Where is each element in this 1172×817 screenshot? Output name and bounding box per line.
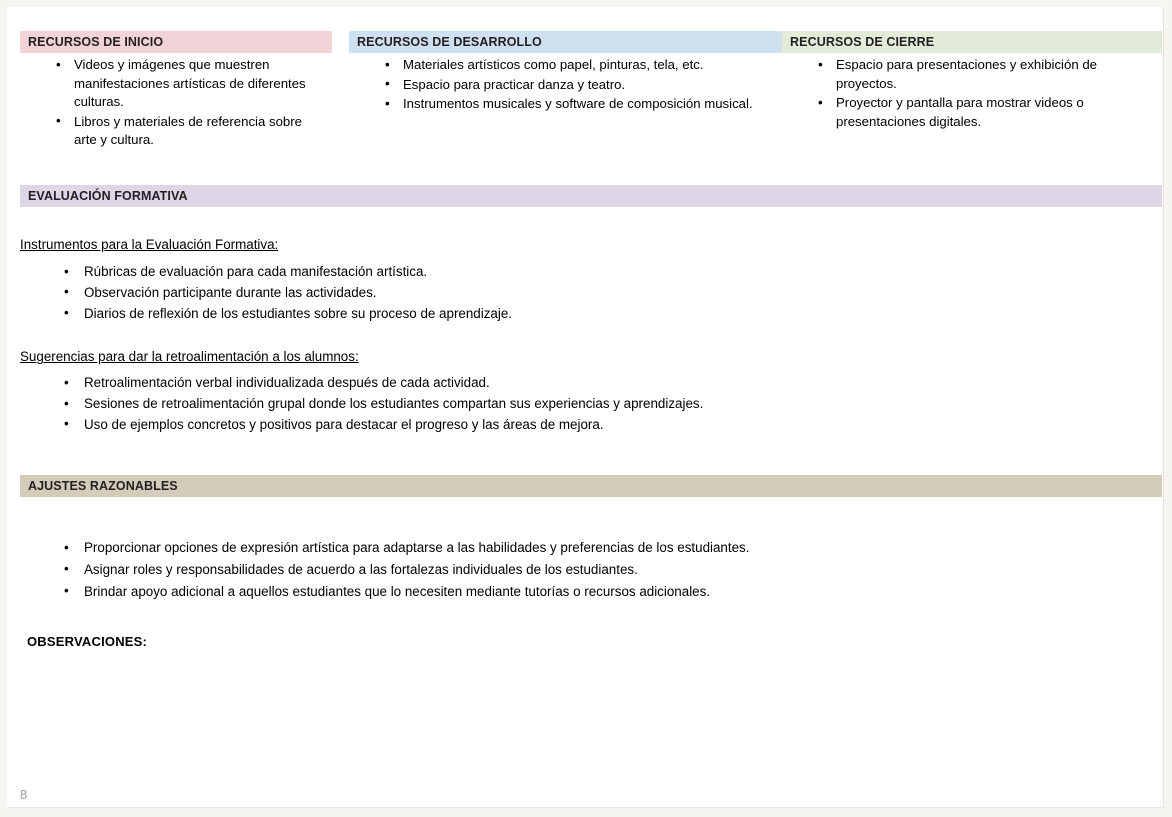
evaluacion-formativa-header: EVALUACIÓN FORMATIVA <box>20 185 1162 207</box>
list-item: • Espacio para practicar danza y teatro. <box>349 76 776 95</box>
resources-cierre-list <box>782 56 1162 131</box>
evaluacion-formativa-section <box>20 235 1150 436</box>
resources-desarrollo-list <box>349 56 782 114</box>
list-item: • Rúbricas de evaluación para cada manifestación artística. <box>20 262 1144 283</box>
list-item: • Materiales artísticos como papel, pinturas, tela, etc. <box>349 56 776 75</box>
observaciones-label: OBSERVACIONES: <box>27 634 148 649</box>
list-item: • Retroalimentación verbal individualizada después de cada actividad. <box>20 373 1144 394</box>
list-item: • Espacio para presentaciones y exhibición de proyectos. <box>782 56 1156 93</box>
page-number: 8 <box>20 787 28 802</box>
resources-column-desarrollo <box>349 31 782 151</box>
list-item: • Diarios de reflexión de los estudiantes sobre su proceso de aprendizaje. <box>20 304 1144 325</box>
sugerencias-subheading: Sugerencias para dar la retroalimentación a los alumnos: <box>20 349 359 365</box>
resources-inicio-list <box>20 56 332 150</box>
resources-inicio-header: RECURSOS DE INICIO <box>20 31 332 53</box>
list-item: • Observación participante durante las actividades. <box>20 283 1144 304</box>
list-item: • Asignar roles y responsabilidades de acuerdo a las fortalezas individuales de los estudiantes. <box>20 560 1150 581</box>
list-item: • Instrumentos musicales y software de composición musical. <box>349 95 776 114</box>
list-item: • Proyector y pantalla para mostrar videos o presentaciones digitales. <box>782 94 1156 131</box>
ajustes-razonables-header: AJUSTES RAZONABLES <box>20 475 1162 497</box>
list-item: • Sesiones de retroalimentación grupal donde los estudiantes compartan sus experiencias y aprendizajes. <box>20 394 1144 415</box>
resources-desarrollo-header: RECURSOS DE DESARROLLO <box>349 31 782 53</box>
list-item: • Libros y materiales de referencia sobre arte y cultura. <box>20 113 326 150</box>
list-item: • Uso de ejemplos concretos y positivos para destacar el progreso y las áreas de mejora. <box>20 415 1144 436</box>
instrumentos-list <box>20 262 1150 324</box>
ajustes-razonables-list <box>20 538 1156 603</box>
resources-section <box>20 31 1162 151</box>
resources-column-cierre <box>782 31 1162 151</box>
resources-cierre-header: RECURSOS DE CIERRE <box>782 31 1162 53</box>
list-item: • Brindar apoyo adicional a aquellos estudiantes que lo necesiten mediante tutorías o recursos adicionales. <box>20 582 1150 603</box>
resources-column-inicio <box>20 31 332 151</box>
list-item: • Proporcionar opciones de expresión artística para adaptarse a las habilidades y preferencias de los estudiantes. <box>20 538 1150 559</box>
document-page <box>7 7 1164 808</box>
list-item: • Videos y imágenes que muestren manifestaciones artísticas de diferentes culturas. <box>20 56 326 112</box>
instrumentos-subheading: Instrumentos para la Evaluación Formativa: <box>20 237 279 252</box>
sugerencias-list <box>20 373 1150 435</box>
